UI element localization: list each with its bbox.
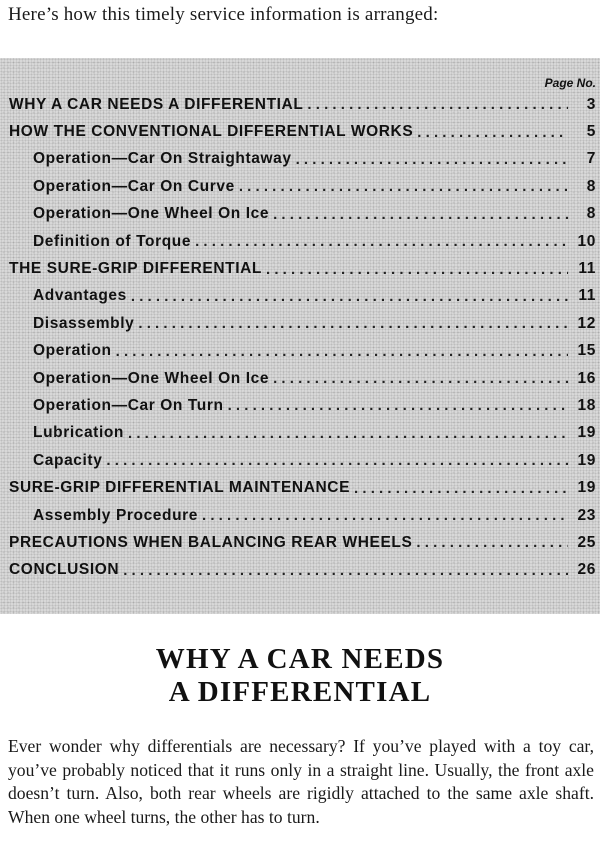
toc-leader-dots — [417, 124, 568, 141]
toc-entry-page-number: 8 — [586, 177, 596, 195]
toc-entry[interactable] — [0, 365, 600, 392]
toc-entry-label: Lubrication — [33, 424, 124, 442]
toc-entry-label: Operation—Car On Straightaway — [33, 150, 292, 168]
toc-entry[interactable] — [0, 557, 600, 584]
toc-entry-page-number: 19 — [577, 479, 596, 497]
toc-leader-dots — [273, 206, 568, 223]
toc-entry-page-number: 18 — [577, 396, 596, 414]
toc-entry-label: SURE-GRIP DIFFERENTIAL MAINTENANCE — [9, 479, 351, 497]
toc-entry-page-number: 16 — [577, 369, 596, 387]
toc-entry-page-number: 11 — [578, 260, 596, 278]
toc-leader-dots — [307, 96, 568, 113]
toc-leader-dots — [354, 480, 568, 497]
toc-entry-page-number: 19 — [577, 451, 596, 469]
toc-list — [0, 91, 600, 584]
toc-entry[interactable] — [0, 420, 600, 447]
toc-entry-page-number: 26 — [577, 561, 596, 579]
intro-text: Here’s how this timely service information is arranged: — [8, 4, 439, 25]
toc-entry[interactable] — [0, 474, 600, 501]
toc-leader-dots — [239, 178, 568, 195]
toc-leader-dots — [296, 151, 568, 168]
toc-leader-dots — [195, 233, 568, 250]
toc-entry[interactable] — [0, 173, 600, 200]
toc-leader-dots — [123, 562, 568, 579]
toc-entry-label: Operation—Car On Curve — [33, 177, 235, 195]
toc-leader-dots — [131, 288, 568, 305]
toc-entry-label: Definition of Torque — [33, 232, 192, 250]
toc-entry-label: Operation—One Wheel On Ice — [33, 205, 270, 223]
toc-entry-page-number: 5 — [586, 123, 596, 141]
toc-entry-page-number: 7 — [586, 150, 596, 168]
toc-entry-page-number: 3 — [586, 95, 596, 113]
toc-leader-dots — [138, 315, 568, 332]
toc-entry[interactable] — [0, 118, 600, 145]
toc-entry-label: Assembly Procedure — [33, 506, 199, 524]
toc-entry[interactable] — [0, 529, 600, 556]
toc-entry[interactable] — [0, 310, 600, 337]
toc-leader-dots — [273, 370, 568, 387]
section-title — [0, 643, 600, 709]
toc-entry[interactable] — [0, 502, 600, 529]
section-body-paragraph: Ever wonder why differentials are necessary? If you’ve played with a toy car, you’ve probably noticed that it runs only in a straight line. Usually, the front axle doesn’t turn. Also, both rear wheels are rigidly attached to the same axle shaft. When one wheel turns, the other has to turn. — [8, 736, 594, 827]
toc-entry-label: Operation—Car On Turn — [33, 396, 224, 414]
toc-entry-label: THE SURE-GRIP DIFFERENTIAL — [9, 260, 262, 278]
toc-leader-dots — [266, 261, 568, 278]
toc-entry-label: CONCLUSION — [9, 561, 120, 579]
toc-leader-dots — [128, 425, 568, 442]
toc-entry-label: WHY A CAR NEEDS A DIFFERENTIAL — [9, 95, 304, 113]
toc-entry-label: Capacity — [33, 451, 103, 469]
toc-entry-page-number: 25 — [577, 533, 596, 551]
toc-entry-page-number: 15 — [577, 342, 596, 360]
toc-entry-label: PRECAUTIONS WHEN BALANCING REAR WHEELS — [9, 533, 413, 551]
toc-entry[interactable] — [0, 392, 600, 419]
toc-entry-label: Operation — [33, 342, 112, 360]
section-title-line-2: A DIFFERENTIAL — [168, 676, 432, 708]
toc-leader-dots — [416, 534, 568, 551]
toc-leader-dots — [116, 343, 568, 360]
toc-entry-label: Disassembly — [33, 314, 135, 332]
toc-entry[interactable] — [0, 146, 600, 173]
toc-entry[interactable] — [0, 338, 600, 365]
toc-leader-dots — [228, 397, 568, 414]
toc-entry[interactable] — [0, 201, 600, 228]
toc-entry[interactable] — [0, 91, 600, 118]
toc-leader-dots — [106, 452, 568, 469]
toc-entry-page-number: 23 — [577, 506, 596, 524]
toc-entry-label: Operation—One Wheel On Ice — [33, 369, 270, 387]
page-number-header: Page No. — [544, 76, 596, 90]
toc-entry[interactable] — [0, 447, 600, 474]
toc-entry-label: Advantages — [33, 287, 127, 305]
toc-entry[interactable] — [0, 283, 600, 310]
toc-entry-page-number: 12 — [577, 314, 596, 332]
toc-entry-page-number: 10 — [577, 232, 596, 250]
toc-entry[interactable] — [0, 255, 600, 282]
toc-entry-page-number: 19 — [577, 424, 596, 442]
toc-entry-page-number: 8 — [586, 205, 596, 223]
toc-leader-dots — [202, 507, 568, 524]
toc-entry-page-number: 11 — [578, 287, 596, 305]
toc-entry-label: HOW THE CONVENTIONAL DIFFERENTIAL WORKS — [9, 123, 414, 141]
section-title-line-1: WHY A CAR NEEDS — [155, 643, 445, 675]
toc-entry[interactable] — [0, 228, 600, 255]
table-of-contents — [0, 58, 600, 614]
